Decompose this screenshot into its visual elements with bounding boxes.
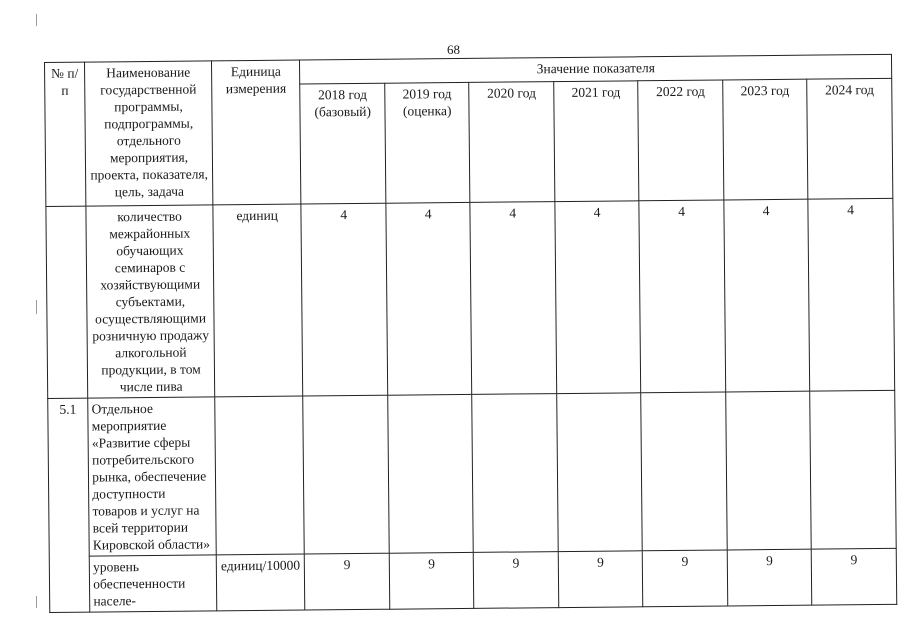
header-year-2022: 2022 год: [638, 80, 724, 201]
header-year-2019: 2019 год (оценка): [385, 82, 471, 203]
row-name: количество межрайонных обучающих семинаров с хозяйствующими субъектами, осуществляющими розничную продажу алкогольной продукции, в том числе пива: [86, 205, 215, 398]
header-year-2024: 2024 год: [807, 78, 893, 199]
row-unit: единиц: [213, 204, 303, 397]
row-value-2022: 9: [643, 550, 728, 607]
row-unit: единиц/10000: [216, 554, 305, 611]
header-indicator-value: Значение показателя: [300, 54, 892, 84]
row-value-2023: 4: [724, 199, 810, 392]
row-name: Отдельное мероприятие «Развитие сферы потребительского рынка, обеспечение доступности товаров и услуг на всей территории Кировской области»: [88, 397, 216, 556]
header-year-2018: 2018 год (базовый): [300, 83, 386, 204]
row-value-2023: 9: [727, 549, 812, 606]
scan-mark-bottom: [36, 596, 37, 608]
table-row: [48, 390, 896, 556]
scan-mark-top: [36, 14, 37, 26]
row-num: 5.1: [48, 398, 90, 612]
row-unit: [215, 396, 305, 555]
row-value-2020: 9: [474, 552, 559, 609]
header-unit: Единица измерения: [211, 60, 301, 205]
row-value-2021: [557, 393, 643, 552]
row-value-2024: 9: [812, 548, 897, 605]
header-year-2021: 2021 год: [554, 81, 640, 202]
header-num: № п/п: [45, 62, 87, 206]
header-name: Наименование государственной программы, подпрограммы, отдельного мероприятия, проекта, показателя, цель, задача: [85, 61, 213, 206]
row-value-2021: 9: [558, 551, 643, 608]
row-value-2020: 4: [470, 202, 556, 395]
table-row: [49, 548, 896, 612]
page-number: 68: [447, 42, 460, 57]
row-value-2022: 4: [639, 200, 725, 393]
header-year-2023: 2023 год: [723, 79, 809, 200]
indicator-table-wrapper: [44, 54, 897, 613]
row-value-2019: 9: [389, 552, 474, 609]
row-name: уровень обеспеченности населе-: [89, 555, 216, 612]
row-value-2019: 4: [386, 202, 472, 395]
row-value-2023: [726, 391, 812, 550]
row-value-2021: 4: [555, 201, 641, 394]
row-value-2024: [810, 390, 896, 549]
row-value-2019: [388, 394, 474, 553]
row-value-2024: 4: [808, 198, 894, 391]
row-value-2018: [303, 395, 389, 554]
row-value-2018: 9: [305, 553, 390, 610]
row-value-2018: 4: [301, 203, 387, 396]
header-year-2020: 2020 год: [469, 82, 555, 203]
row-value-2020: [472, 394, 558, 553]
table-row: [46, 198, 895, 398]
indicator-table: [44, 54, 897, 613]
row-num: [46, 206, 88, 398]
scan-mark-middle: [36, 300, 37, 314]
row-value-2022: [641, 392, 727, 551]
